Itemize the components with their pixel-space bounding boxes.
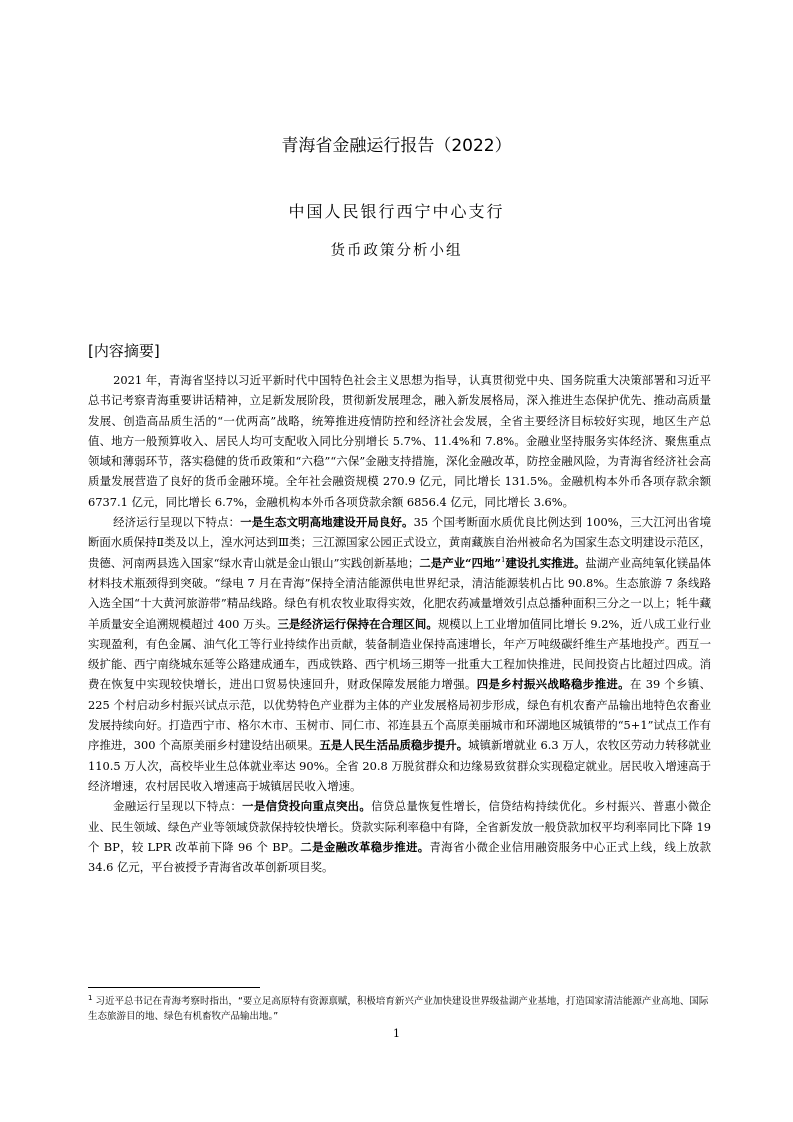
key-point: 四是乡村振兴战略稳步推进。: [476, 677, 630, 692]
text-segment: 规模以上工业增加值同比增长 9.2%，近八成工业行业实现盈利，有色金属、油气化工等行业持续作出贡献，装备制造业保持高速增长，年产万吨级碳纤维生产基地投产。西互一级扩能、西宁南绕城东延等公路建成通车，西成铁路、西宁机场三期等一批重大工程加快推进，民间投资占比超过四成。消费在恢复中实现较快增长，进出口贸易快速回升，财政保障发展能力增强。: [88, 616, 711, 692]
organization-name: 中国人民银行西宁中心支行: [288, 202, 505, 221]
key-point: 二是金融改革稳步推进。: [300, 839, 430, 854]
page-number: 1: [393, 1027, 400, 1040]
key-point: 三是经济运行保持在合理区间。: [277, 616, 438, 631]
footnote-marker: 1: [88, 993, 93, 1002]
paragraph-overview: 2021 年，青海省坚持以习近平新时代中国特色社会主义思想为指导，认真贯彻党中央、国务院重大决策部署和习近平总书记考察青海重要讲话精神，立足新发展阶段，贯彻新发展理念，融入新发展格局，深入推进生态保护优先、推动高质量发展、创造高品质生活的“一优两高”战略，统筹推进疫情防控和经济社会发展，全省主要经济目标较好实现，地区生产总值、地方一般预算收入、居民人均可支配收入同比分别增长 5.7%、11.4%和 7.8%。金融业坚持服务实体经济、聚焦重点领域和薄弱环节，落实稳健的货币政策和“六稳”“六保”金融支持措施，深化金融改革，防控金融风险，为青海省经济社会高质量发展营造了良好的货币金融环境。全年社会融资规模 270.9 亿元，同比增长 131.5%。金融机构本外币各项存款余额 6737.1 亿元，同比增长 6.7%，金融机构本外币各项贷款余额 6856.4 亿元，同比增长 3.6%。: [88, 373, 711, 509]
paragraph-economic-features: [88, 512, 711, 796]
key-point: 建设扎实推进。: [505, 555, 586, 570]
abstract-body: [88, 370, 711, 877]
footnote-divider: [88, 987, 260, 988]
text-segment: 盐湖产业高纯氧化镁晶体材料技术瓶颈得到突破。“绿电 7 月在青海”保持全清洁能源供电世界纪录，清洁能源装机占比 90.8%。生态旅游 7 条线路入选全国“十大黄河旅游带”精品线路。绿色有机农牧业取得实效，化肥农药减量增效引点总播种面积三分之一以上；牦牛藏羊质量安全追溯规模超过 400 万头。: [88, 555, 711, 631]
report-title: 青海省金融运行报告（2022）: [281, 136, 512, 156]
key-point: 一是生态文明高地建设开局良好。: [240, 515, 414, 530]
text-segment: 在 39 个乡镇、225 个村启动乡村振兴试点示范，以优势特色产业群为主体的产业发展格局初步形成，绿色有机农畜产品输出地特色农畜业发展持续向好。打造西宁市、格尔木市、玉树市、同仁市、祁连县五个高原美丽城市和环湖地区城镇带的“5+1”试点工作有序推进，300 个高原美丽乡村建设结出硕果。: [88, 677, 711, 753]
text-segment: 经济运行呈现以下特点：: [113, 515, 241, 530]
text-segment: 青海省小微企业信用融资服务中心正式上线，线上放款 34.6 亿元，平台被授予青海省改革创新项目奖。: [88, 839, 711, 875]
abstract-heading: [内容摘要]: [88, 342, 160, 360]
footnote: [88, 994, 711, 1024]
footnote-text: 习近平总书记在青海考察时指出，“要立足高原特有资源禀赋，积极培育新兴产业加快建设世界级盐湖产业基地，打造国家清洁能源产业高地、国际生态旅游目的地、绿色有机畜牧产品输出地。”: [88, 996, 709, 1022]
key-point: 一是信贷投向重点突出。: [242, 799, 372, 814]
text-segment: 金融运行呈现以下特点：: [113, 799, 243, 814]
text-segment: 城镇新增就业 6.3 万人，农牧区劳动力转移就业 110.5 万人次，高校毕业生总体就业率达 90%。全省 20.8 万脱贫群众和边缘易致贫群众实现稳定就业。居民收入增速高于经济增速，农村居民收入增速高于城镇居民收入增速。: [88, 738, 711, 793]
text-segment: 信贷总量恢复性增长，信贷结构持续优化。乡村振兴、普惠小微企业、民生领域、绿色产业等领域贷款保持较快增长。贷款实际利率稳中有降，全省新发放一般贷款加权平均利率同比下降 19 个 BP，较 LPR 改革前下降 96 个 BP。: [88, 799, 711, 854]
text-segment: 35 个国考断面水质优良比例达到 100%，三大江河出省境断面水质保持Ⅱ类及以上，湟水河达到Ⅲ类；三江源国家公园正式设立，黄南藏族自治州被命名为国家生态文明建设示范区，贵德、河南两县选入国家“绿水青山就是金山银山”实践创新基地；: [88, 515, 711, 570]
key-point: 二是产业“四地”: [419, 555, 501, 570]
footnote-reference[interactable]: 1: [501, 555, 506, 564]
paragraph-financial-features: [88, 796, 711, 877]
key-point: 五是人民生活品质稳步提升。: [319, 738, 469, 753]
author-group: 货币政策分析小组: [330, 243, 463, 259]
